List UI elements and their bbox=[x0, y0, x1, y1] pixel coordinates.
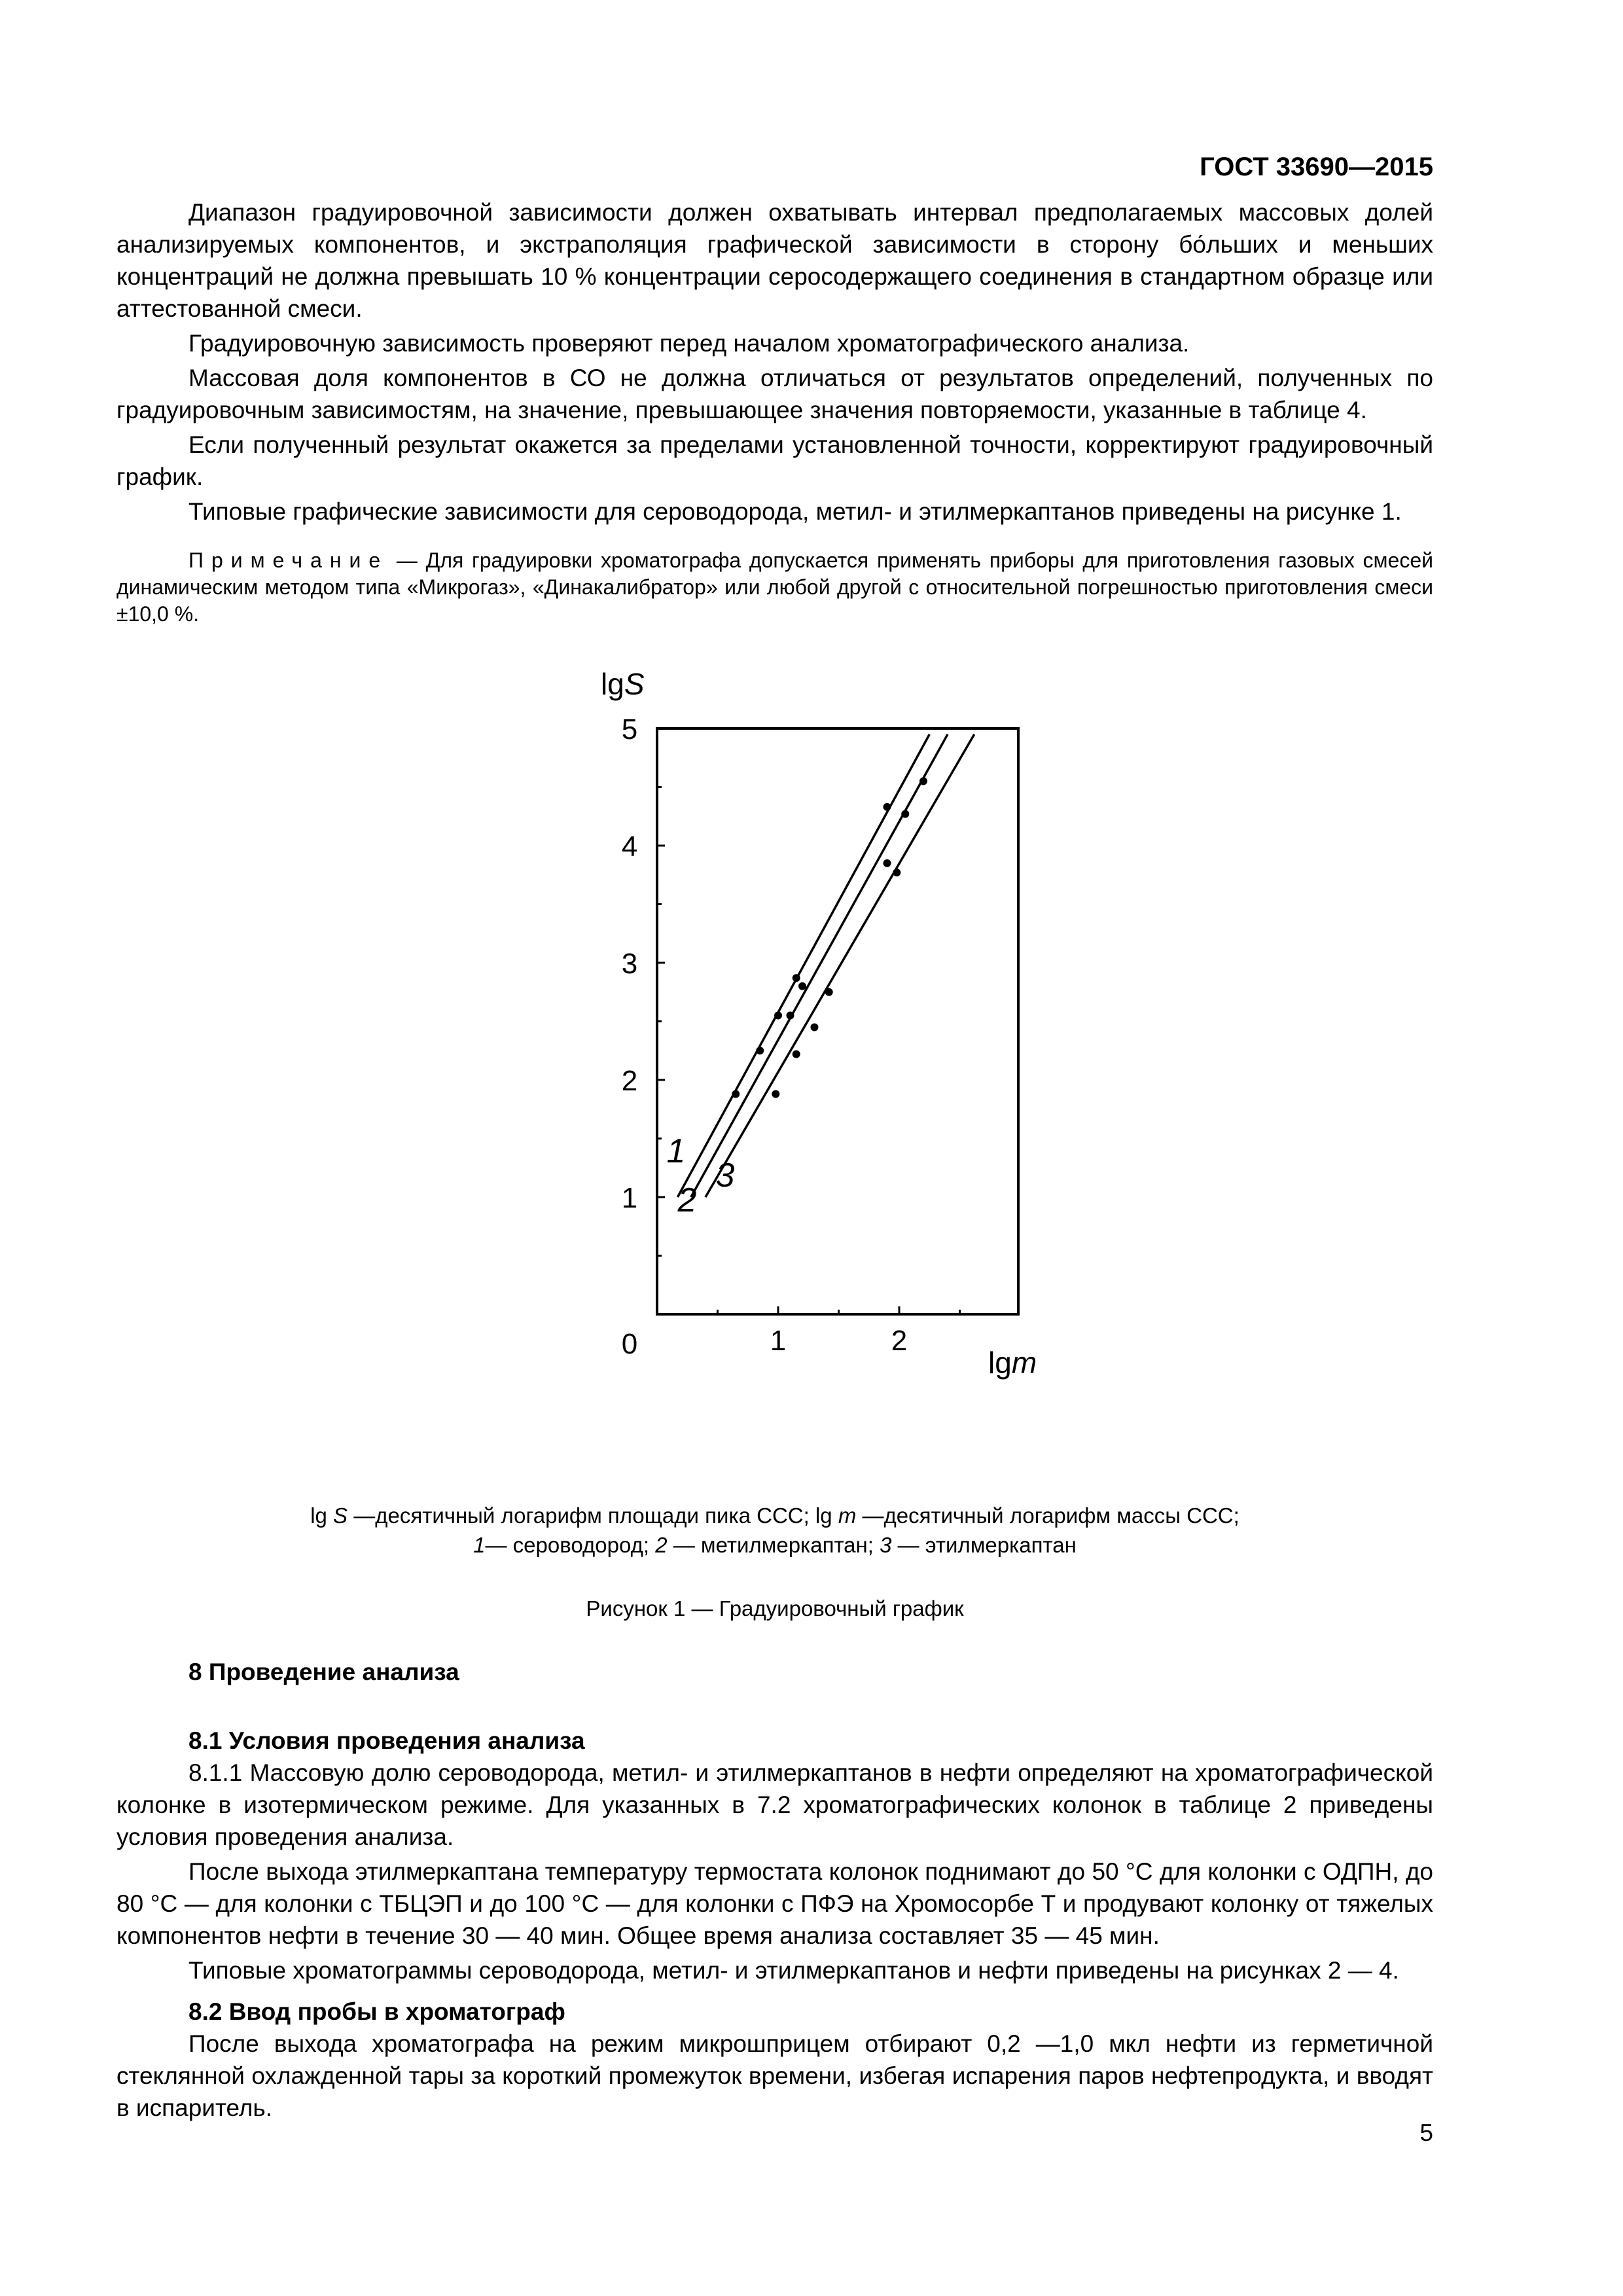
data-point-series-3 bbox=[811, 1023, 819, 1031]
legend-text: — метилмеркаптан; bbox=[667, 1533, 880, 1557]
x-axis-label-prefix: lg bbox=[988, 1346, 1012, 1380]
data-point-series-1 bbox=[793, 974, 800, 982]
document-number: ГОСТ 33690—2015 bbox=[1200, 152, 1433, 181]
plot-frame bbox=[657, 728, 1018, 1314]
figure-1 bbox=[116, 630, 1433, 1501]
data-point-series-1 bbox=[732, 1090, 740, 1098]
data-point-series-2 bbox=[798, 982, 806, 990]
x-axis-label bbox=[988, 1346, 1037, 1380]
y-axis-label bbox=[601, 667, 645, 701]
x-tick-label: 1 bbox=[770, 1325, 787, 1357]
x-tick-label: 0 bbox=[621, 1328, 638, 1360]
legend-var-m: m bbox=[838, 1503, 857, 1528]
paragraph: Типовые хроматограммы сероводорода, метил- и этилмеркаптанов и нефти приведены на рисунках 2 — 4. bbox=[188, 1957, 1399, 1984]
legend-text: lg bbox=[310, 1503, 334, 1528]
legend-line-1 bbox=[116, 1501, 1433, 1530]
legend-text: —десятичный логарифм площади пика ССС; lg bbox=[348, 1503, 838, 1528]
legend-num: 1 bbox=[473, 1533, 486, 1557]
legend-text: —десятичный логарифм массы ССС; bbox=[856, 1503, 1240, 1528]
subsection-title: 8.1 Условия проведения анализа bbox=[188, 1727, 585, 1754]
data-point-series-1 bbox=[883, 803, 891, 811]
x-tick-label: 2 bbox=[891, 1325, 908, 1357]
data-point-series-1 bbox=[756, 1047, 764, 1054]
data-point-series-2 bbox=[901, 810, 909, 818]
y-axis-label-var: S bbox=[624, 667, 645, 701]
paragraph: Если полученный результат окажется за пределами установленной точности, корректируют градуировочный график. bbox=[116, 431, 1433, 490]
data-point-series-3 bbox=[793, 1050, 800, 1058]
series-label-2: 2 bbox=[677, 1181, 697, 1219]
data-point-series-2 bbox=[787, 1012, 794, 1020]
data-point-series-2 bbox=[919, 778, 927, 785]
page-content bbox=[116, 196, 1433, 2124]
note bbox=[116, 547, 1433, 628]
subsection-title: 8.2 Ввод пробы в хроматограф bbox=[188, 1998, 565, 2025]
data-point-series-3 bbox=[825, 988, 833, 996]
legend-var-s: S bbox=[333, 1503, 348, 1528]
note-label: Примечание bbox=[188, 548, 389, 572]
note-text: — Для градуировки хроматографа допускается применять приборы для приготовления газовых смесей динамическим методом типа «Микрогаз», «Динакалибратор» или любой другой с относительной погрешностью приготовления смеси ±10,0 %. bbox=[116, 548, 1433, 626]
page-number: 5 bbox=[1419, 2119, 1433, 2146]
y-tick-label: 1 bbox=[621, 1182, 638, 1214]
paragraph: Диапазон градуировочной зависимости должен охватывать интервал предполагаемых массовых долей анализируемых компонентов, и экстраполяция графической зависимости в сторону бо́льших и меньших концентраций не должна превышать 10 % концентрации серосодержащего соединения в стандартном образце или аттестованной смеси. bbox=[116, 199, 1433, 322]
legend-text: — сероводород; bbox=[485, 1533, 656, 1557]
series-line-3 bbox=[705, 734, 974, 1197]
y-tick-label: 4 bbox=[621, 831, 638, 863]
y-axis-label-prefix: lg bbox=[601, 667, 624, 701]
legend-text: — этилмеркаптан bbox=[891, 1533, 1077, 1557]
legend-num: 3 bbox=[880, 1533, 892, 1557]
paragraph: После выхода этилмеркаптана температуру термостата колонок поднимают до 50 °С для колонки с ОДПН, до 80 °С — для колонки с ТБЦЭП и до 100 °С — для колонки с ПФЭ на Хромосорбе Т и продувают колонку от тяжелых компонентов нефти в течение 30 — 40 мин. Общее время анализа составляет 35 — 45 мин. bbox=[116, 1858, 1433, 1949]
calibration-chart bbox=[116, 630, 1433, 1501]
section-title: 8 Проведение анализа bbox=[188, 1659, 459, 1685]
paragraph: Массовая доля компонентов в СО не должна отличаться от результатов определений, полученных по градуировочным зависимостям, на значение, превышающее значения повторяемости, указанные в таблице 4. bbox=[116, 365, 1433, 423]
legend-num: 2 bbox=[655, 1533, 668, 1557]
data-point-series-2 bbox=[883, 859, 891, 867]
y-tick-label: 3 bbox=[621, 948, 638, 980]
paragraph: Типовые графические зависимости для сероводорода, метил- и этилмеркаптанов приведены на рисунке 1. bbox=[188, 498, 1402, 525]
figure-caption: Рисунок 1 — Градуировочный график bbox=[586, 1596, 964, 1621]
paragraph: 8.1.1 Массовую долю сероводорода, метил- и этилмеркаптанов в нефти определяют на хроматографической колонке в изотермическом режиме. Для указанных в 7.2 хроматографических колонок в таблице 2 приведены условия проведения анализа. bbox=[116, 1759, 1433, 1850]
figure-legend bbox=[116, 1501, 1433, 1560]
paragraph: После выхода хроматографа на режим микрошприцем отбирают 0,2 —1,0 мкл нефти из герметичной стеклянной охлажденной тары за короткий промежуток времени, избегая испарения паров нефтепродукта, и вводят в испаритель. bbox=[116, 2030, 1433, 2121]
data-point-series-3 bbox=[772, 1090, 779, 1098]
series-label-1: 1 bbox=[666, 1132, 686, 1170]
y-tick-label: 5 bbox=[621, 713, 638, 745]
x-axis-label-var: m bbox=[1011, 1346, 1037, 1380]
y-tick-label: 2 bbox=[621, 1065, 638, 1097]
data-point-series-3 bbox=[893, 869, 901, 876]
series-line-1 bbox=[677, 734, 929, 1197]
paragraph: Градуировочную зависимость проверяют перед началом хроматографического анализа. bbox=[188, 330, 1190, 357]
legend-line-2 bbox=[116, 1530, 1433, 1560]
series-line-2 bbox=[691, 734, 948, 1197]
data-point-series-1 bbox=[774, 1012, 782, 1020]
series-label-3: 3 bbox=[715, 1157, 735, 1194]
